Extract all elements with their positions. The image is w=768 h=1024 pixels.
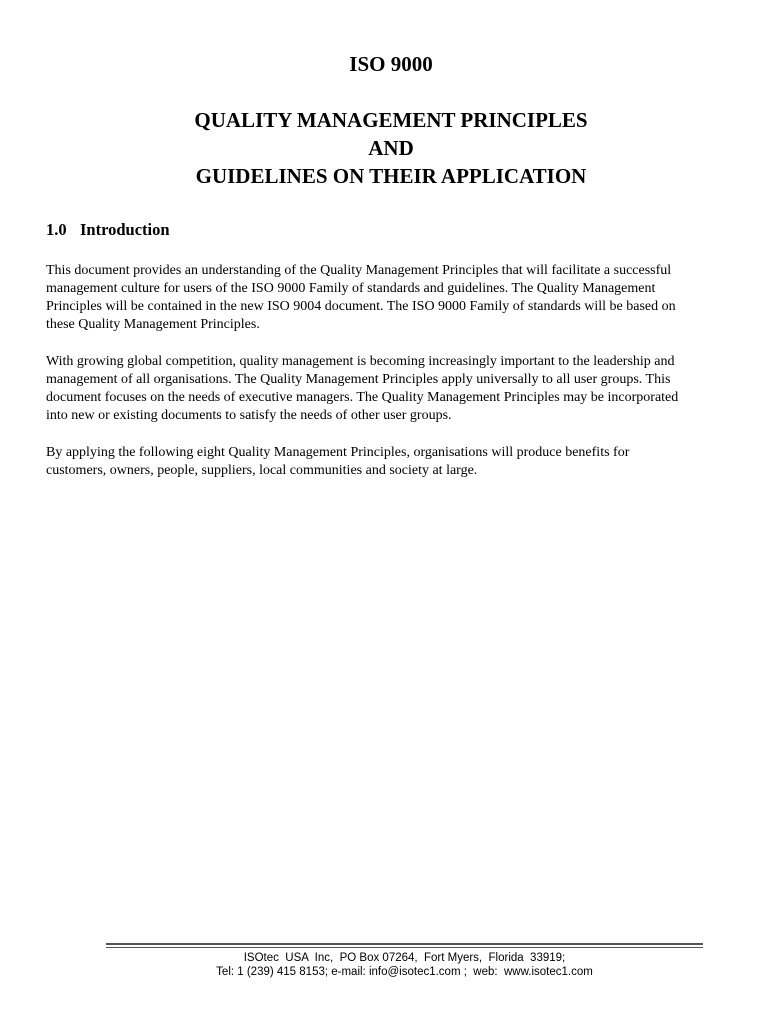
section-title: Introduction: [80, 220, 170, 239]
paragraph-line: This document provides an understanding of the Quality Management Principles that will facilitate a successful: [46, 263, 672, 278]
subtitle-line: AND: [368, 136, 414, 160]
paragraph-line: document focuses on the needs of executive managers. The Quality Management Principles may be incorporated: [46, 390, 679, 405]
document-title: ISO 9000: [349, 52, 433, 76]
subtitle-line: GUIDELINES ON THEIR APPLICATION: [195, 164, 587, 188]
document-subtitle: [0, 106, 768, 190]
paragraph-line: Principles will be contained in the new ISO 9004 document. The ISO 9000 Family of standards will be based on: [46, 299, 676, 314]
section-heading-introduction: [46, 219, 170, 241]
intro-paragraph-1: [46, 262, 746, 334]
paragraph-line: these Quality Management Principles.: [46, 317, 260, 332]
paragraph-line: management culture for users of the ISO 9000 Family of standards and guidelines. The Quality Management: [46, 281, 656, 296]
footer-divider: [106, 943, 703, 948]
paragraph-line: management of all organisations. The Quality Management Principles apply universally to all user groups. This: [46, 372, 671, 387]
footer-address: ISOtec USA Inc, PO Box 07264, Fort Myers, Florida 33919;: [243, 952, 566, 964]
paragraph-line: customers, owners, people, suppliers, local communities and society at large.: [46, 463, 478, 478]
paragraph-line: into new or existing documents to satisfy the needs of other user groups.: [46, 408, 452, 423]
paragraph-line: By applying the following eight Quality Management Principles, organisations will produce benefits for: [46, 445, 630, 460]
section-number: 1.0: [46, 220, 67, 239]
paragraph-line: With growing global competition, quality management is becoming increasingly important to the leadership and: [46, 354, 675, 369]
intro-paragraph-3: [46, 444, 746, 480]
intro-paragraph-2: [46, 353, 746, 425]
page-footer: [106, 951, 703, 979]
subtitle-line: QUALITY MANAGEMENT PRINCIPLES: [194, 108, 588, 132]
footer-contact: Tel: 1 (239) 415 8153; e-mail: info@isotec1.com ; web: www.isotec1.com: [216, 966, 593, 978]
